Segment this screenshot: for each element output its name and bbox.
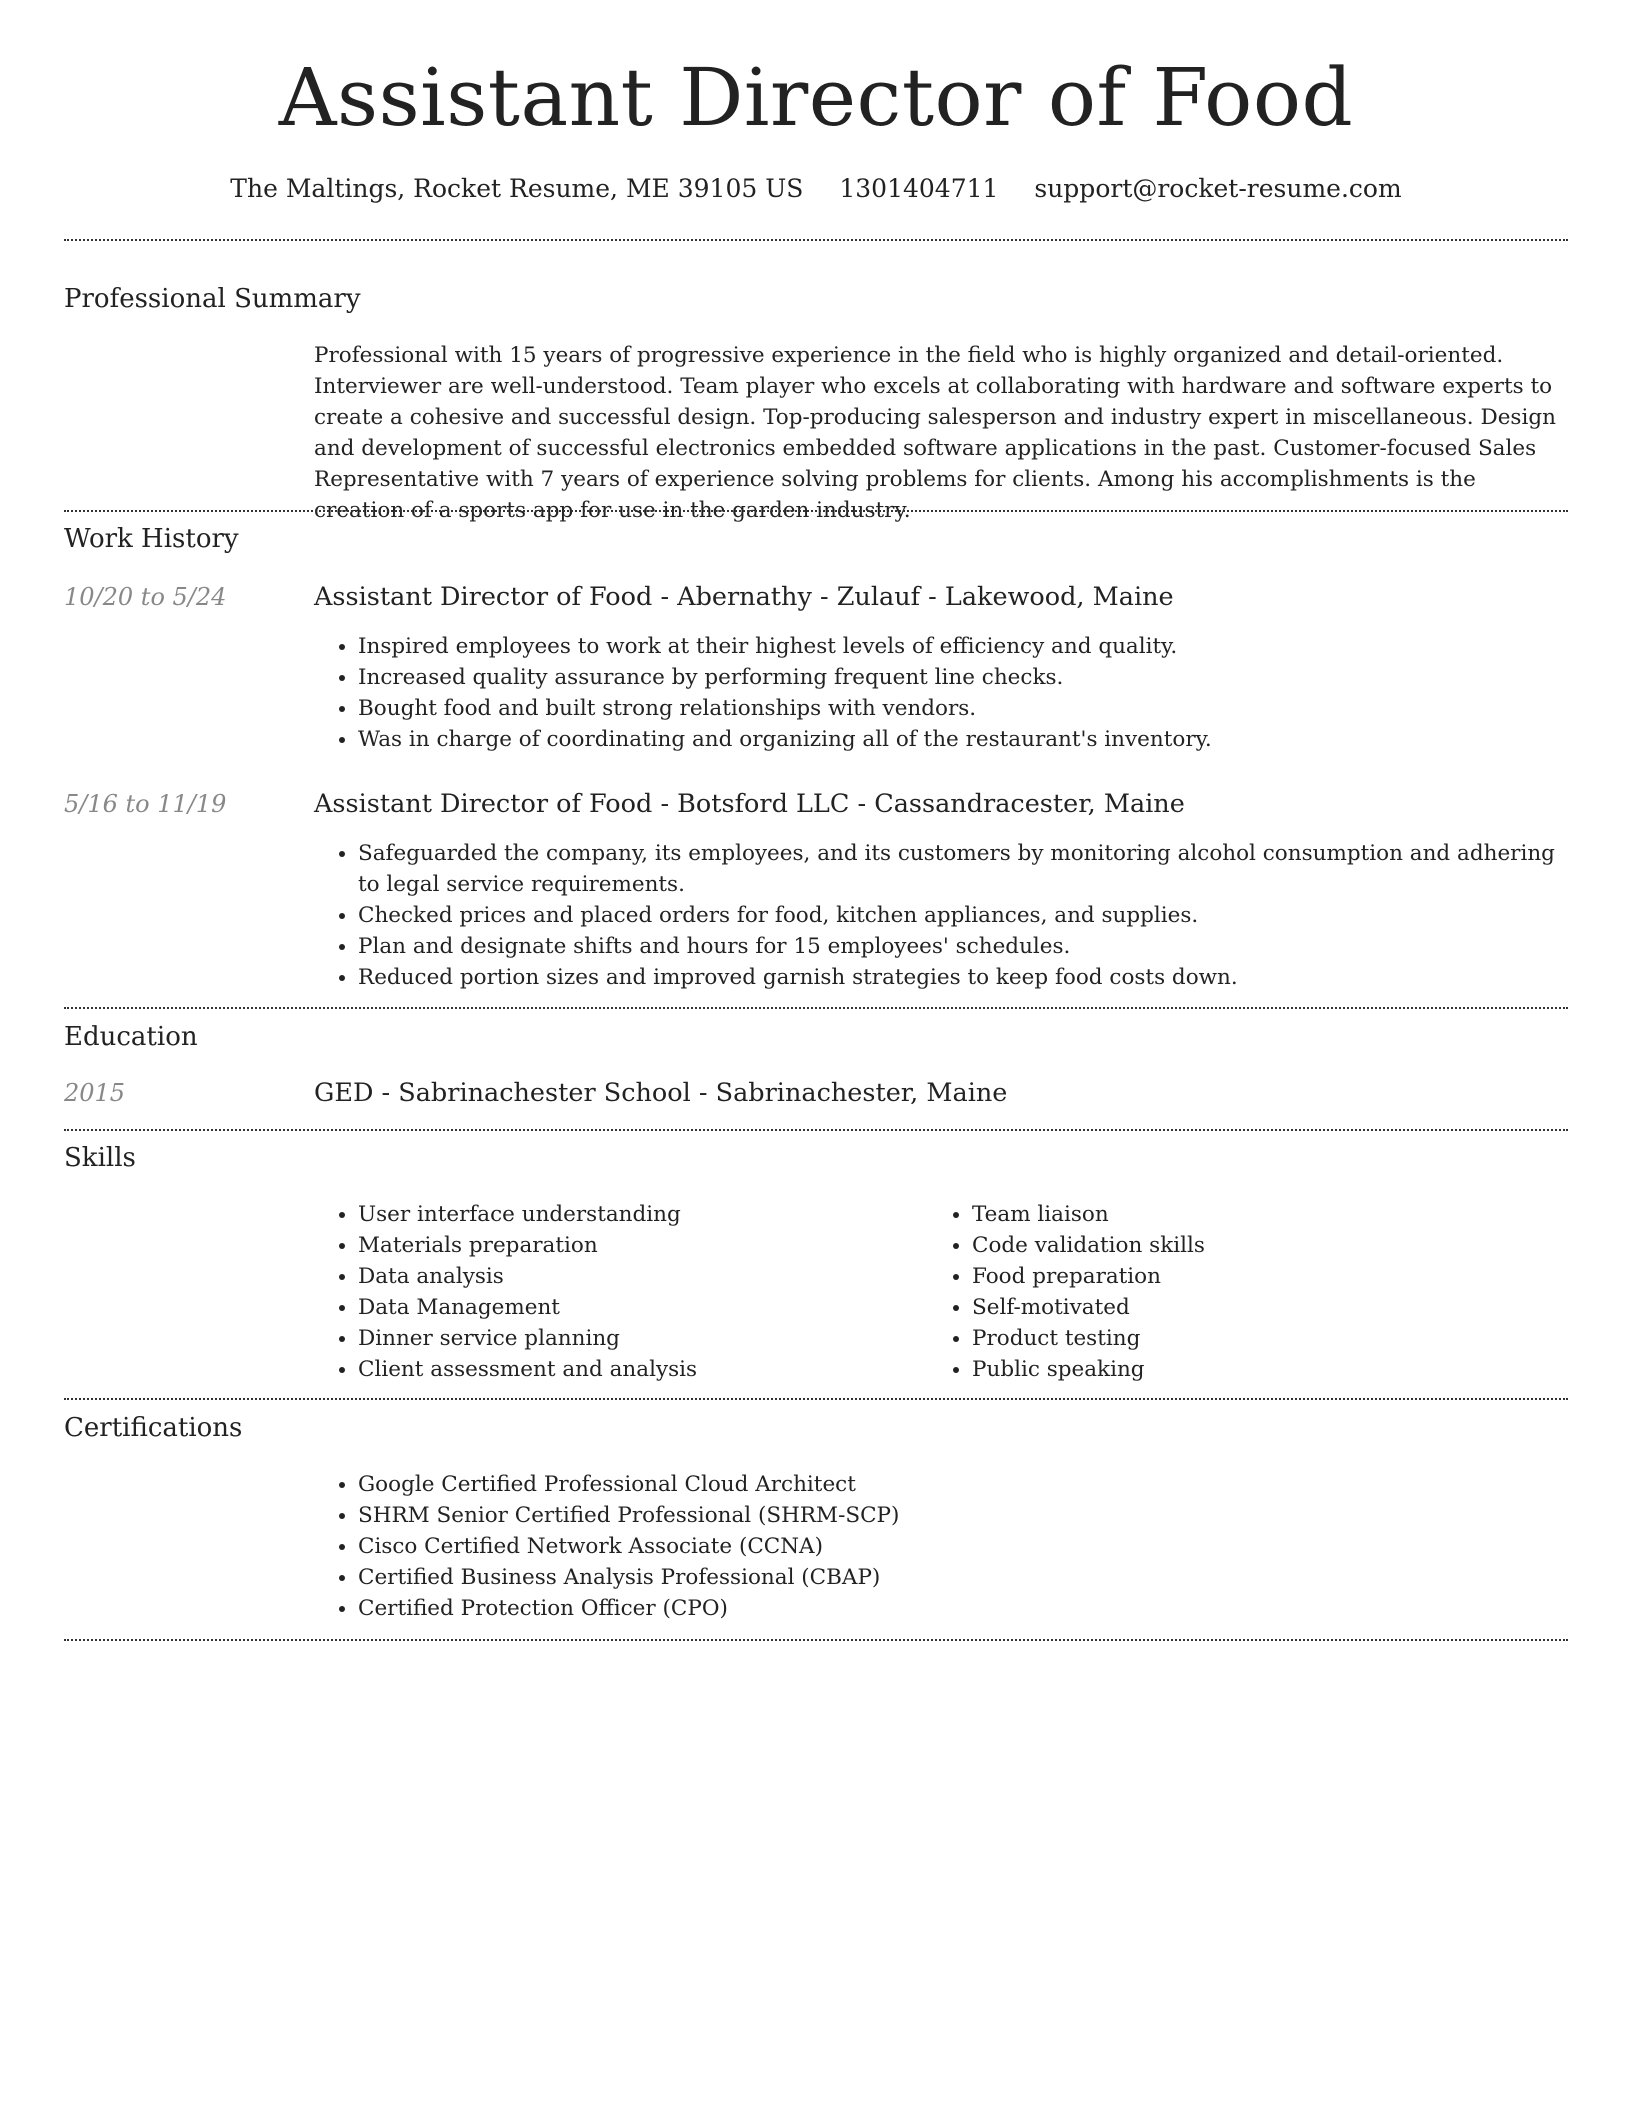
contact-address: The Maltings, Rocket Resume, ME 39105 US — [230, 174, 804, 203]
divider — [64, 239, 1568, 241]
section-title-certifications: Certifications — [64, 1413, 243, 1443]
list-item: • Client assessment and analysis — [358, 1354, 914, 1385]
contact-line — [64, 172, 1568, 206]
divider — [64, 510, 1568, 512]
skills-list-right — [928, 1199, 1528, 1385]
list-item: • Inspired employees to work at their highest levels of efficiency and quality. — [358, 631, 1568, 662]
divider — [64, 1007, 1568, 1009]
job-bullets — [314, 838, 1568, 993]
list-item: • Bought food and built strong relationships with vendors. — [358, 693, 1568, 724]
list-item: • Data analysis — [358, 1261, 914, 1292]
certifications-list — [314, 1469, 1568, 1624]
list-item: • Plan and designate shifts and hours for 15 employees' schedules. — [358, 931, 1568, 962]
section-title-education: Education — [64, 1022, 198, 1052]
section-title-skills: Skills — [64, 1143, 136, 1173]
education-heading: GED - Sabrinachester School - Sabrinachester, Maine — [314, 1078, 1008, 1108]
job-heading: Assistant Director of Food - Abernathy - Zulauf - Lakewood, Maine — [314, 582, 1174, 612]
list-item: • Safeguarded the company, its employees, and its customers by monitoring alcohol consumption and adhering to legal service requirements. — [358, 838, 1568, 900]
divider — [64, 1129, 1568, 1131]
list-item: • Certified Protection Officer (CPO) — [358, 1593, 1568, 1624]
section-title-work: Work History — [64, 524, 239, 554]
list-item: • User interface understanding — [358, 1199, 914, 1230]
summary-text: Professional with 15 years of progressive experience in the field who is highly organized and detail-oriented. Interviewer are well-understood. Team player who excels at collaborating with hardware and software experts to create a cohesive and successful design. Top-producing salesperson and industry expert in miscellaneous. Design and development of successful electronics embedded software applications in the past. Customer-focused Sales Representative with 7 years of experience solving problems for clients. Among his accomplishments is the creation of a sports app for use in the garden industry. — [314, 343, 1556, 523]
list-item: • Increased quality assurance by performing frequent line checks. — [358, 662, 1568, 693]
list-item: • Google Certified Professional Cloud Architect — [358, 1469, 1568, 1500]
list-item: • Code validation skills — [972, 1230, 1528, 1261]
skills-list-left — [314, 1199, 914, 1385]
list-item: • Reduced portion sizes and improved garnish strategies to keep food costs down. — [358, 962, 1568, 993]
list-item: • Data Management — [358, 1292, 914, 1323]
section-title-summary: Professional Summary — [64, 284, 361, 314]
resume-name: Assistant Director of Food — [278, 51, 1354, 144]
list-item: • Certified Business Analysis Professional (CBAP) — [358, 1562, 1568, 1593]
list-item: • Self-motivated — [972, 1292, 1528, 1323]
education-year: 2015 — [64, 1079, 126, 1107]
list-item: • Checked prices and placed orders for food, kitchen appliances, and supplies. — [358, 900, 1568, 931]
job-dates: 10/20 to 5/24 — [64, 583, 227, 611]
job-bullets — [314, 631, 1568, 755]
list-item: • SHRM Senior Certified Professional (SHRM-SCP) — [358, 1500, 1568, 1531]
contact-email: support@rocket-resume.com — [1034, 174, 1402, 203]
contact-phone: 1301404711 — [839, 174, 999, 203]
job-heading: Assistant Director of Food - Botsford LLC - Cassandracester, Maine — [314, 789, 1185, 819]
list-item: • Team liaison — [972, 1199, 1528, 1230]
divider — [64, 1398, 1568, 1400]
list-item: • Public speaking — [972, 1354, 1528, 1385]
list-item: • Materials preparation — [358, 1230, 914, 1261]
list-item: • Cisco Certified Network Associate (CCNA) — [358, 1531, 1568, 1562]
list-item: • Dinner service planning — [358, 1323, 914, 1354]
divider — [64, 1639, 1568, 1641]
list-item: • Was in charge of coordinating and organizing all of the restaurant's inventory. — [358, 724, 1568, 755]
list-item: • Product testing — [972, 1323, 1528, 1354]
list-item: • Food preparation — [972, 1261, 1528, 1292]
job-dates: 5/16 to 11/19 — [64, 790, 227, 818]
